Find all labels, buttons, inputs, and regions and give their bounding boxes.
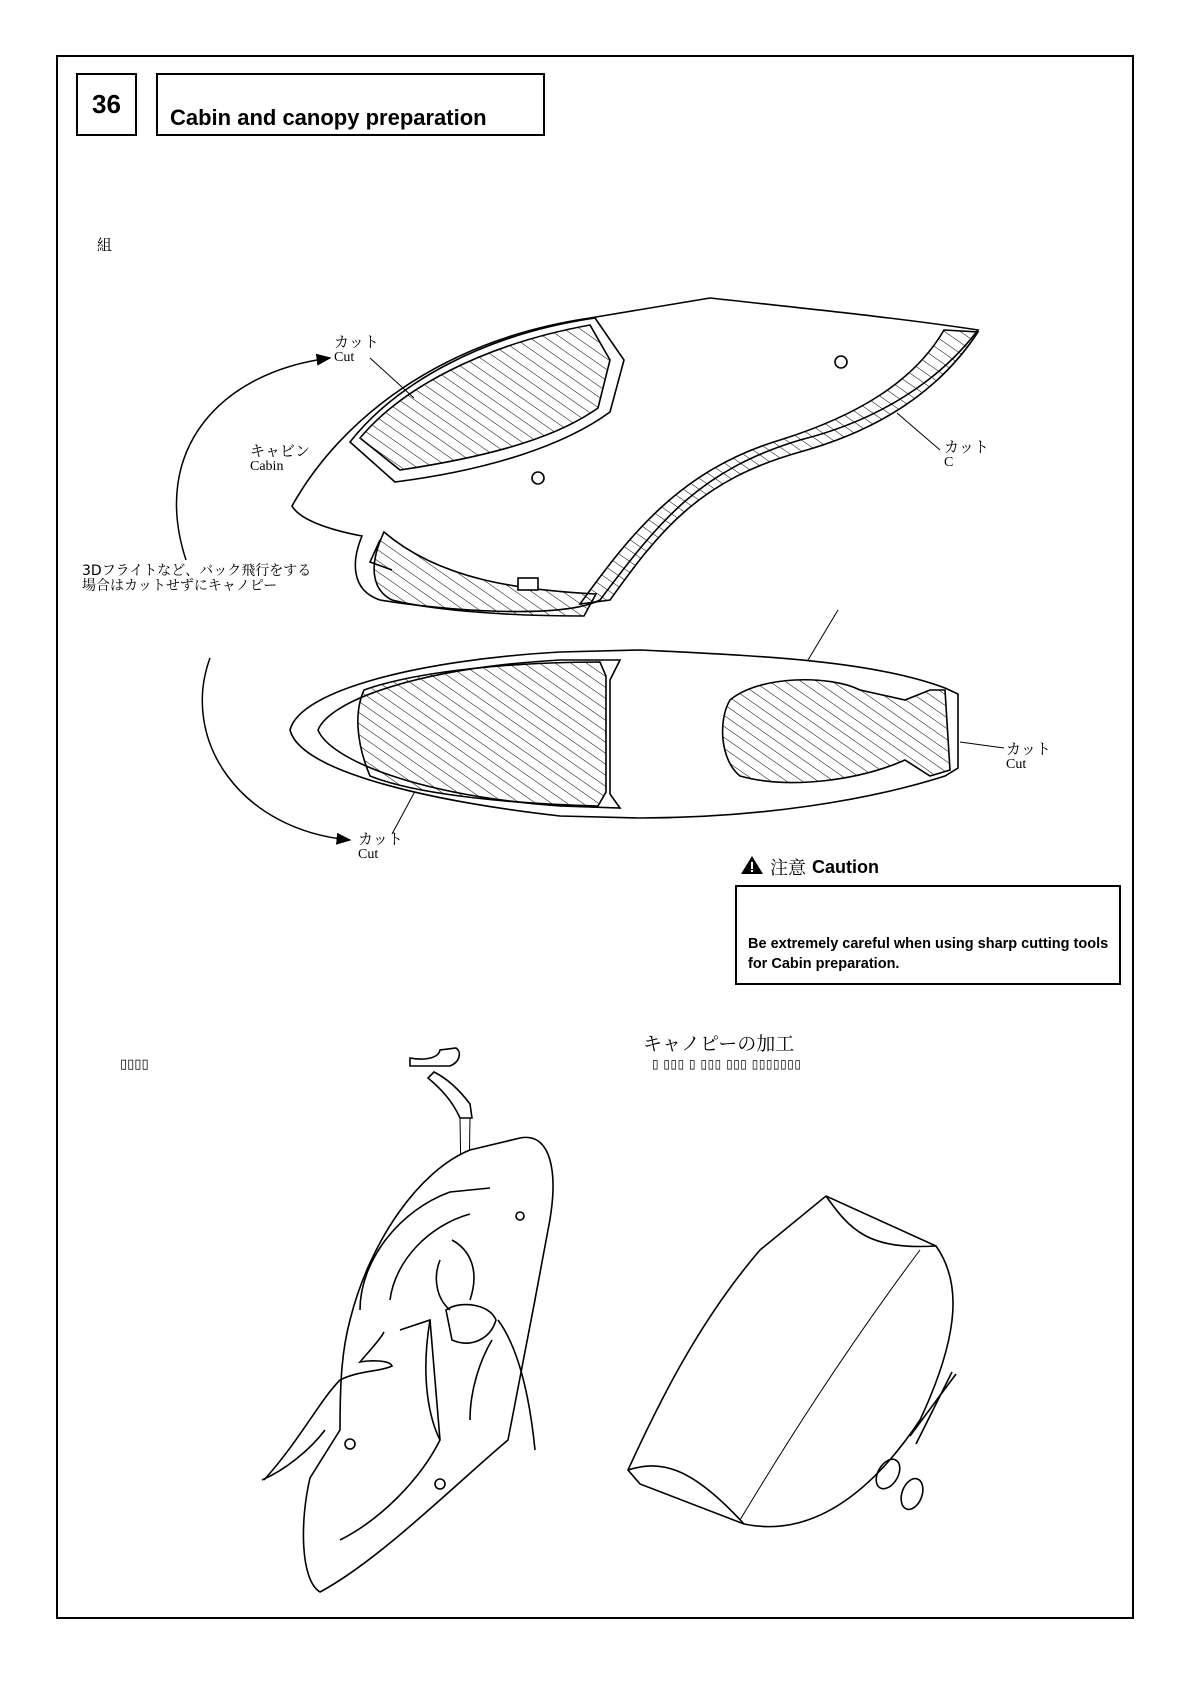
cut-label-top: カット Cut — [334, 333, 379, 365]
step-number: 36 — [76, 73, 137, 136]
caution-heading: 注意 Caution — [770, 856, 879, 879]
cut-label-bottom-right: カット Cut — [1006, 740, 1051, 772]
canopy-title: キャノピーの加工 — [643, 1033, 795, 1055]
washing-illustration — [262, 1048, 553, 1592]
cut-label-bottom-left: カット Cut — [358, 830, 403, 862]
caution-text: Be extremely careful when using sharp cutting tools for Cabin preparation. — [748, 936, 1109, 972]
caution-box — [735, 885, 1121, 985]
section-mark: 組 — [97, 236, 113, 254]
cabin-label: キャビン Cabin — [250, 442, 311, 474]
cabin-side-view — [292, 298, 978, 616]
canopy-cut-illustration — [628, 1196, 956, 1527]
washing-label: ▯▯▯▯ — [120, 1057, 149, 1072]
note-3d-flight: 3Dフライトなど、バック飛行をする 場合はカットせずにキャノピー — [82, 563, 312, 594]
cut-label-right: カット C — [944, 438, 989, 470]
canopy-subtitle: ▯ ▯▯▯ ▯ ▯▯▯ ▯▯▯ ▯▯▯▯▯▯▯ — [652, 1057, 802, 1071]
cabin-top-view — [290, 650, 958, 818]
step-title: Cabin and canopy preparation — [170, 105, 487, 130]
